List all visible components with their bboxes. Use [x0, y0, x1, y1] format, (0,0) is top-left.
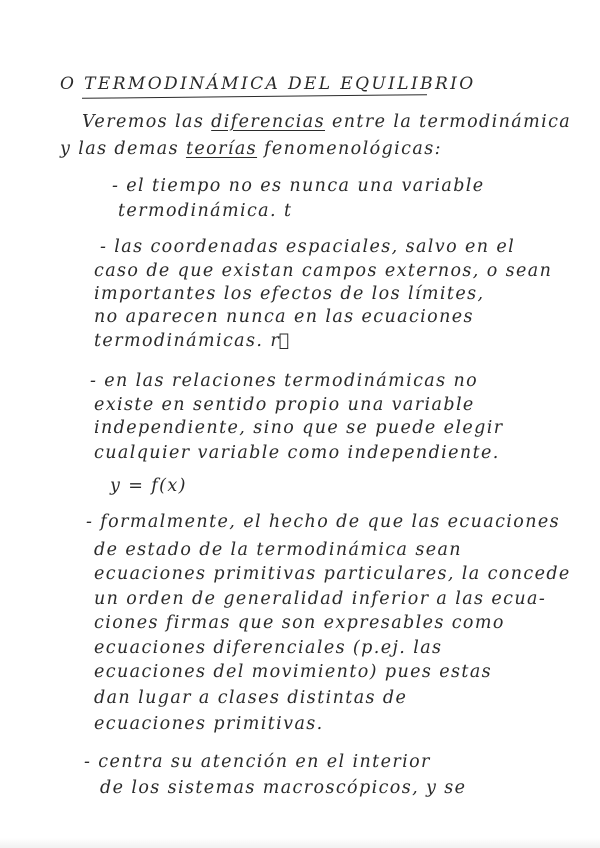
text-line: importantes los efectos de los límites,: [94, 284, 485, 304]
text-line: - el tiempo no es nunca una variable: [112, 176, 485, 196]
text-line: - las coordenadas espaciales, salvo en el: [100, 237, 516, 257]
section-title: TERMODINÁMICA DEL EQUILIBRIO: [84, 74, 476, 94]
intro-1-pre: Veremos las: [82, 112, 212, 132]
section-number: O: [60, 74, 77, 94]
text-line: ecuaciones primitivas particulares, la concede: [94, 564, 571, 584]
text-line: cualquier variable como independiente.: [94, 443, 500, 463]
scan-edge: [0, 838, 600, 848]
intro-1-underlined: diferencias: [211, 112, 326, 132]
title-underline: [82, 94, 427, 99]
text-line: existe en sentido propio una variable: [94, 395, 475, 415]
text-line: ciones firmas que son expresables como: [94, 613, 505, 633]
intro-2-underlined: teorías: [185, 139, 258, 159]
intro-1-post: entre la termodinámica: [325, 112, 572, 132]
text-line: dan lugar a clases distintas de: [94, 688, 408, 708]
text-line: - formalmente, el hecho de que las ecuaciones: [86, 512, 561, 532]
page-title: [60, 74, 476, 94]
text-line: - centra su atención en el interior: [84, 752, 431, 772]
text-line: de los sistemas macroscópicos, y se: [100, 778, 467, 798]
intro-2-pre: y las demas: [60, 139, 186, 159]
text-line: ecuaciones del movimiento) pues estas: [94, 662, 493, 682]
text-line: termodinámicas. r⃗: [94, 331, 291, 351]
text-line: no aparecen nunca en las ecuaciones: [94, 307, 474, 327]
text-line: un orden de generalidad inferior a las ecua-: [94, 589, 547, 609]
text-line: independiente, sino que se puede elegir: [94, 418, 504, 438]
text-line: ecuaciones primitivas.: [94, 714, 324, 734]
text-line: de estado de la termodinámica sean: [94, 540, 462, 560]
text-line: caso de que existan campos externos, o sean: [94, 261, 553, 281]
text-line: - en las relaciones termodinámicas no: [90, 371, 479, 391]
formula: y = f(x): [110, 476, 187, 496]
intro-2-post: fenomenológicas:: [257, 139, 442, 159]
intro-line-1: [82, 112, 571, 132]
intro-line-2: [60, 139, 442, 159]
text-line: termodinámica. t: [118, 201, 293, 221]
text-line: ecuaciones diferenciales (p.ej. las: [94, 638, 443, 658]
